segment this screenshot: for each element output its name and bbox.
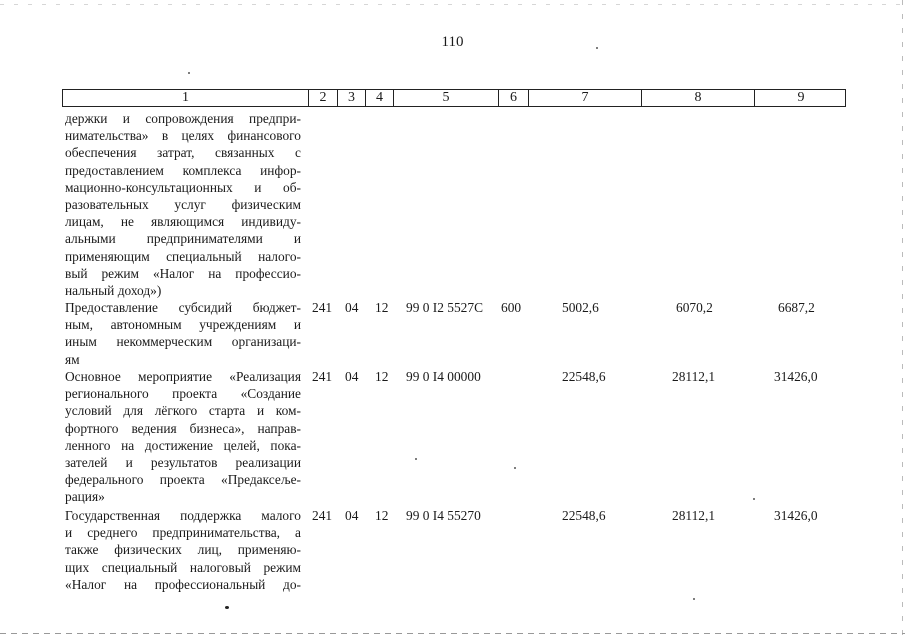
- desc-line: держки и сопровождения предпри-: [65, 111, 301, 126]
- scan-speck: [753, 498, 755, 500]
- page-number: 110: [441, 34, 464, 50]
- desc-line: Предоставление субсидий бюджет-: [65, 300, 301, 315]
- header-col-8: 8: [641, 90, 754, 106]
- cell-col-4: 12: [375, 508, 389, 523]
- desc-line: регионального проекта «Создание: [65, 386, 301, 402]
- cell-col-4: 12: [375, 300, 389, 315]
- desc-line: Основное мероприятие «Реализация: [65, 369, 301, 384]
- desc-line: условий для лёгкого старта и ком-: [65, 403, 301, 419]
- desc-line: федерального проекта «Предаксеље-: [65, 472, 301, 488]
- cell-col-7: 22548,6: [562, 369, 606, 384]
- desc-line: ленного на достижение целей, пока-: [65, 437, 301, 453]
- cell-col-5: 99 0 I4 00000: [406, 369, 481, 384]
- row-description: [65, 368, 301, 506]
- scan-speck: [514, 467, 516, 469]
- header-col-4: 4: [365, 90, 393, 106]
- cell-col-2: 241: [312, 369, 333, 384]
- header-col-1: 1: [182, 90, 189, 105]
- row-description: [65, 507, 301, 593]
- desc-line: зателей и результатов реализации: [65, 455, 301, 471]
- cell-col-5: 99 0 I2 5527C: [406, 300, 483, 315]
- cell-col-3: 04: [345, 369, 359, 384]
- scan-speck: [225, 606, 229, 609]
- desc-line: предоставлением комплекса инфор-: [65, 162, 301, 178]
- desc-line: также физических лиц, применяю-: [65, 542, 301, 558]
- desc-line: и среднего предпринимательства, а: [65, 525, 301, 541]
- cell-col-8: 6070,2: [676, 300, 713, 315]
- desc-line: рация»: [65, 489, 105, 505]
- scan-speck: [188, 72, 190, 74]
- row-description: [65, 110, 301, 299]
- desc-line: вый режим «Налог на профессио-: [65, 265, 301, 281]
- scan-edge-right: [902, 0, 903, 640]
- desc-line: ям: [65, 351, 80, 367]
- cell-col-2: 241: [312, 300, 333, 315]
- cell-col-3: 04: [345, 508, 359, 523]
- desc-line: нимательства» в целях финансового: [65, 128, 301, 144]
- desc-line: лицам, не являющимся индивиду-: [65, 214, 301, 230]
- desc-line: ным, автономным учреждениям и: [65, 317, 301, 333]
- header-col-5: 5: [393, 90, 498, 106]
- scan-speck: [693, 598, 695, 600]
- scan-edge-top: [0, 4, 905, 5]
- cell-col-9: 31426,0: [774, 508, 818, 523]
- desc-line: мационно-консультационных и об-: [65, 179, 301, 195]
- table-header: [62, 89, 846, 107]
- cell-col-2: 241: [312, 508, 333, 523]
- cell-col-8: 28112,1: [672, 369, 716, 384]
- cell-col-9: 31426,0: [774, 369, 818, 384]
- scan-speck: [596, 47, 598, 49]
- cell-col-3: 04: [345, 300, 359, 315]
- cell-col-9: 6687,2: [778, 300, 815, 315]
- desc-line: иным некоммерческим организаци-: [65, 334, 301, 350]
- desc-line: «Налог на профессиональный до-: [65, 576, 301, 592]
- cell-col-4: 12: [375, 369, 389, 384]
- cell-col-7: 22548,6: [562, 508, 606, 523]
- scan-edge-bottom: [0, 633, 905, 634]
- header-col-6: 6: [498, 90, 528, 106]
- desc-line: фортного ведения бизнеса», направ-: [65, 420, 301, 436]
- desc-line: щих специальный налоговый режим: [65, 559, 301, 575]
- header-col-9: 9: [754, 90, 847, 106]
- header-col-2: 2: [308, 90, 337, 106]
- cell-col-5: 99 0 I4 55270: [406, 508, 481, 523]
- desc-line: применяющим специальный налого-: [65, 248, 301, 264]
- desc-line: обеспечения затрат, связанных с: [65, 145, 301, 161]
- desc-line: разовательных услуг физическим: [65, 197, 301, 213]
- cell-col-6: 600: [501, 300, 522, 315]
- desc-line: альными предпринимателями и: [65, 231, 301, 247]
- desc-line: Государственная поддержка малого: [65, 508, 301, 523]
- cell-col-8: 28112,1: [672, 508, 716, 523]
- header-col-3: 3: [337, 90, 365, 106]
- row-description: [65, 299, 301, 368]
- cell-col-7: 5002,6: [562, 300, 599, 315]
- header-col-7: 7: [528, 90, 641, 106]
- desc-line: нальный доход»): [65, 283, 162, 299]
- scan-speck: [415, 458, 417, 460]
